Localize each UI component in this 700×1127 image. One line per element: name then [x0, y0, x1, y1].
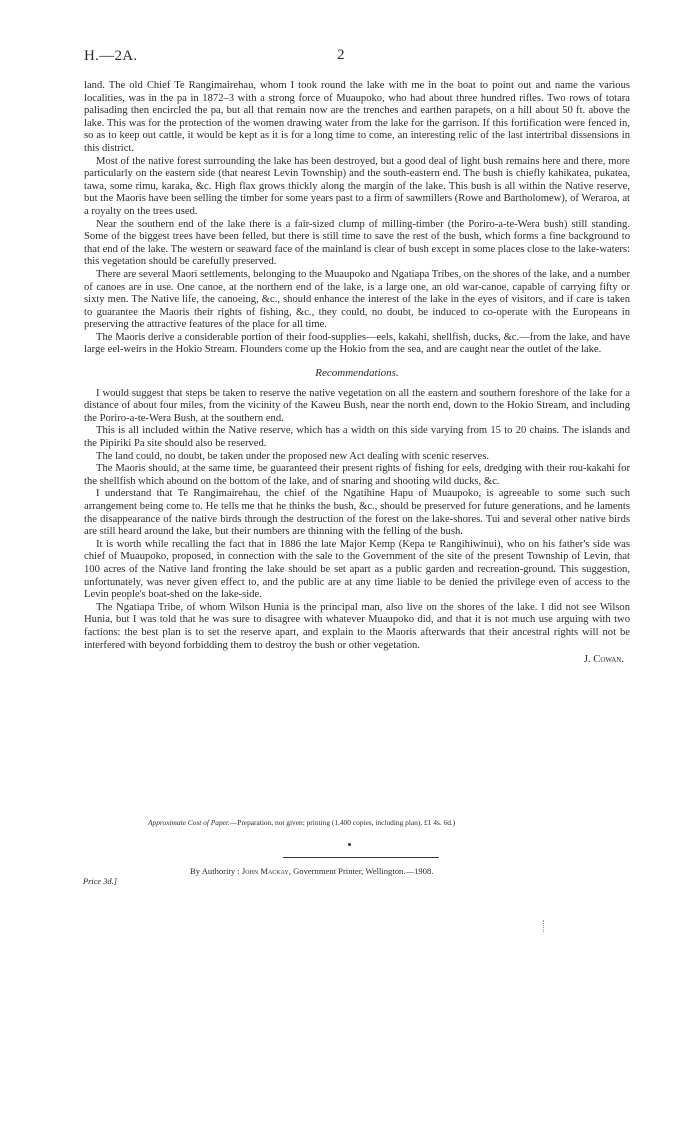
recommendations-heading: Recommendations.	[315, 367, 399, 380]
recommendation-5: I understand that Te Rangimairehau, the chief of the Ngatihine Hapu of Muaupoko, is agreeable to some such such arrangement being come to. He tells me that he thinks the bush, &c., should be preserved for future generations, and he laments the disappearance of the native birds through the destruction of the forest on the lake-shores. Tui and several other native birds are still heard around the lake, but their numbers are thinning with the felling of the bush.	[84, 488, 630, 538]
recommendation-2: This is all included within the Native reserve, which has a width on this side varying from 15 to 20 chains. The islands and the Pipiriki Pa site should also be reserved.	[84, 425, 630, 450]
recommendation-4: The Maoris should, at the same time, be guaranteed their present rights of fishing for eels, dredging with their rou-kakahi for the shellfish which abound on the bottom of the lake, and of snaring and shooting wild ducks, &c.	[84, 463, 630, 487]
authority-prefix: By Authority :	[190, 866, 240, 876]
recommendation-3: The land could, no doubt, be taken under the proposed new Act dealing with scenic reserves.	[96, 450, 490, 462]
author-signature: J. Cowan.	[583, 654, 624, 666]
authority-suffix: Government Printer, Wellington.—1908.	[293, 866, 434, 876]
document-reference: H.—2A.	[84, 48, 138, 64]
page-number: 2	[337, 47, 345, 63]
report-body	[84, 80, 630, 667]
printer-name: John Mackay,	[241, 866, 291, 876]
separator-dot	[348, 843, 351, 846]
cost-note	[148, 818, 455, 827]
cost-label: Approximate Cost of Paper.	[148, 818, 230, 827]
recommendation-6: It is worth while recalling the fact that in 1886 the late Major Kemp (Kepa te Rangihiwinui), who on his father's side was chief of Muaupoko, proposed, in connection with the sale to the Government of the site of the present Township of Levin, that 100 acres of the Native land fronting the lake should be set apart as a public garden and recreation-ground. This suggestion, unfortunately, was never given effect to, and the public are at any time liable to be denied the privilege even of access to the Levin people's boat-shed on the lake-side.	[84, 538, 630, 601]
paragraph-4: There are several Maori settlements, belonging to the Muaupoko and Ngatiapa Tribes, on the shores of the lake, and a number of canoes are in use. One canoe, at the northern end of the lake, is a large one, an old war-canoe, capable of carrying fifty or sixty men. The Native life, the canoeing, &c., should enhance the interest of the lake in the eyes of visitors, and if care is taken to guarantee the Maoris their rights of fishing, &c., they could, no doubt, be induced to co-operate with the Europeans in preserving the attractive features of the place for all time.	[84, 268, 630, 331]
printer-imprint	[190, 866, 433, 876]
paragraph-5: The Maoris derive a considerable portion of their food-supplies—eels, kakahi, shellfish, ducks, &c.—from the lake, and have large eel-weirs in the Hokio Stream. Flounders come up the Hokio from the sea, and are caught near the outlet of the lake.	[84, 331, 630, 356]
paragraph-1: land. The old Chief Te Rangimairehau, whom I took round the lake with me in the boat to point out and name the various localities, was in the pa in 1872–3 with a strong force of Muaupoko, who had about three hundred rifles. Two rows of totara palisading then encircled the pa, but all that remain now are the trenches and earthen parapets, on a hill about 50 ft. above the lake. This was for the protection of the women drawing water from the lake for the garrison. If this fortification were fenced in, so as to keep out cattle, it would be kept as it is for a long time to come, an interesting relic of the last intertribal dissensions in this district.	[84, 80, 630, 154]
cost-text: —Preparation, not given; printing (1,400 copies, including plan), £1 4s. 6d.)	[229, 818, 456, 827]
separator-rule	[283, 857, 439, 858]
paragraph-3: Near the southern end of the lake there is a fair-sized clump of milling-timber (the Poriro-a-te-Wera bush) still standing. Some of the biggest trees have been felled, but there is still time to save the rest of the bush, which forms a fine background to that end of the lake. The western or seaward face of the mainland is clear of bush except in some places close to the lake-waters: this vegetation should be carefully preserved.	[84, 218, 630, 268]
recommendation-7: The Ngatiapa Tribe, of whom Wilson Hunia is the principal man, also live on the shores of the lake. I did not see Wilson Hunia, but I was told that he was sure to disagree with whatever Muaupoko did, and that it is not much use arguing with two factions: the best plan is to set the reserve apart, and explain to the Maoris afterwards that their ancestral rights will not be interfered with beyond forbidding them to destroy the bush or other vegetation.	[84, 601, 630, 651]
scan-specks	[543, 920, 547, 932]
paragraph-2: Most of the native forest surrounding the lake has been destroyed, but a good deal of light bush remains here and there, more particularly on the eastern side (that nearest Levin Township) and the south-eastern end. The bush is chiefly kahikatea, pukatea, tawa, some rimu, karaka, &c. High flax grows thickly along the margin of the lake. This bush is all within the Native reserve, but the Maoris have been selling the timber for some years past to a firm of sawmillers (Rowe and Bartholomew), of Weraroa, at a royalty on the trees used.	[84, 155, 630, 217]
recommendation-1: I would suggest that steps be taken to reserve the native vegetation on all the eastern and southern foreshore of the lake for a distance of about four miles, from the vicinity of the Kaweu Bush, near the north end, down to the Hokio Stream, and including the Poriro-a-te-Wera Bush, at the southern end.	[84, 387, 630, 424]
price-label: Price 3d.]	[83, 877, 117, 886]
